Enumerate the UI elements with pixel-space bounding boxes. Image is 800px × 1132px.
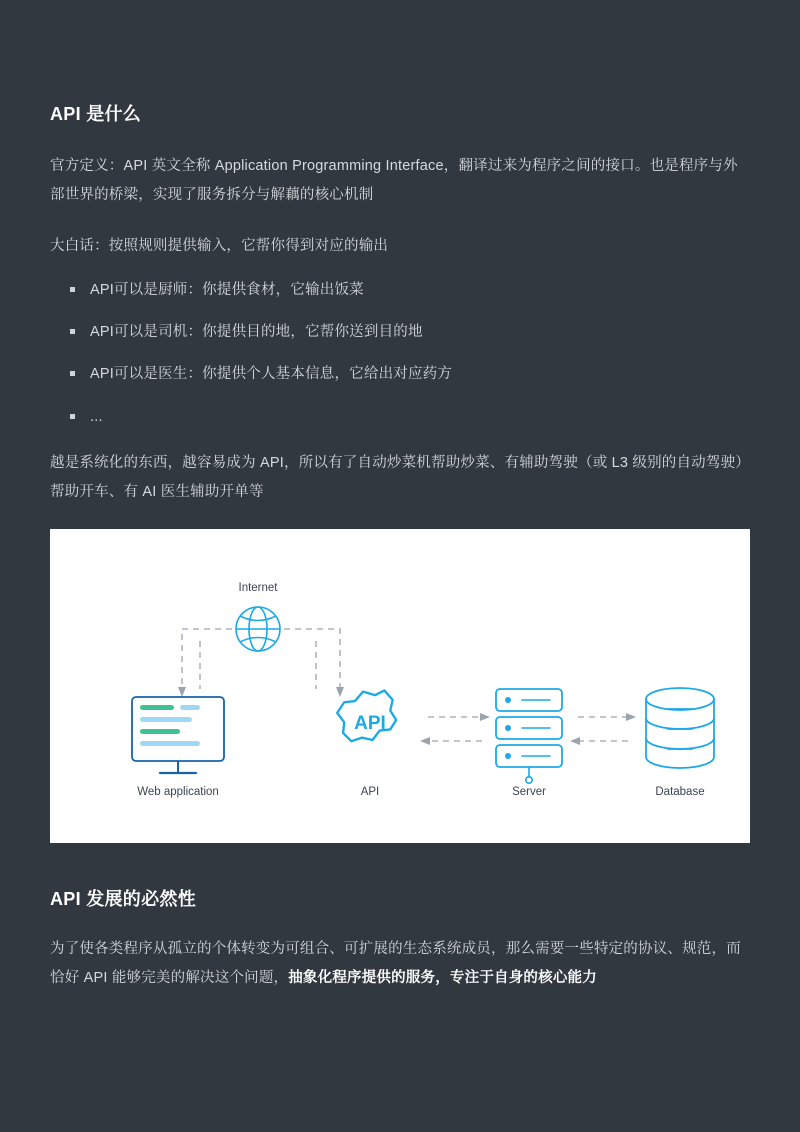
list-item: API可以是司机：你提供目的地，它帮你送到目的地 bbox=[64, 321, 750, 344]
svg-text:Server: Server bbox=[512, 785, 546, 798]
analogy-list bbox=[50, 279, 750, 429]
svg-text:Internet: Internet bbox=[238, 581, 278, 594]
svg-text:Web application: Web application bbox=[137, 785, 219, 798]
svg-text:API: API bbox=[360, 785, 380, 798]
list-item: ... bbox=[64, 406, 750, 429]
list-item: API可以是医生：你提供个人基本信息，它给出对应药方 bbox=[64, 363, 750, 386]
svg-text:Database: Database bbox=[655, 785, 705, 798]
paragraph-summary: 越是系统化的东西，越容易成为 API，所以有了自动炒菜机帮助炒菜、有辅助驾驶（或 L3 级别的自动驾驶）帮助开车、有 AI 医生辅助开单等 bbox=[50, 454, 750, 500]
section-heading-api-necessity: API 发展的必然性 bbox=[50, 888, 197, 909]
paragraph-text-emphasis: 抽象化程序提供的服务，专注于自身的核心能力 bbox=[288, 969, 597, 986]
paragraph-plain-definition: 大白话：按照规则提供输入，它帮你得到对应的输出 bbox=[50, 238, 389, 254]
paragraph-official-definition: 官方定义：API 英文全称 Application Programming Interface，翻译过来为程序之间的接口。也是程序与外部世界的桥梁，实现了服务拆分与解藕的核心机制 bbox=[50, 158, 738, 203]
api-architecture-diagram bbox=[50, 529, 750, 843]
list-item: API可以是厨师：你提供食材，它输出饭菜 bbox=[64, 279, 750, 302]
paragraph-text-normal: 为了使各类程序从孤立的个体转变为可组合、可扩展的生态系统成员，那么需要一些特定的协议、规范，而恰好 API 能够完美的解决这个问题， bbox=[50, 940, 741, 986]
paragraph-api-necessity bbox=[50, 935, 750, 993]
page-title: API 是什么 bbox=[50, 104, 142, 124]
svg-text:API: API bbox=[354, 712, 386, 734]
